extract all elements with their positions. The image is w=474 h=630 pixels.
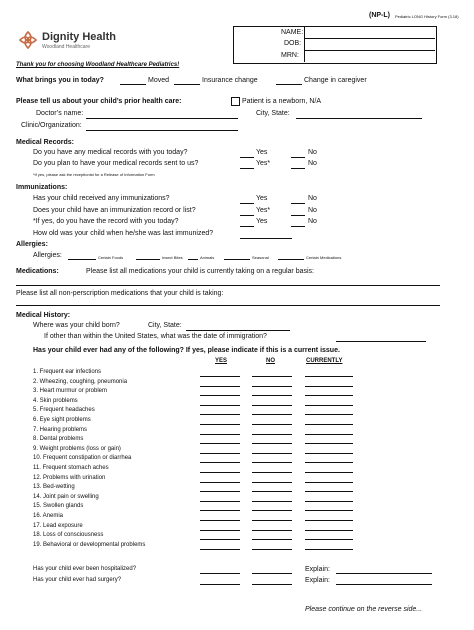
yes-star-label: Yes* <box>256 160 271 167</box>
condition-currently-blank[interactable] <box>305 462 353 463</box>
condition-label: 11. Frequent stomach aches <box>33 465 109 471</box>
medications-instructions: Please list all medications your child is currently taking on a regular basis: <box>86 268 314 275</box>
doctor-city-field[interactable] <box>296 118 422 119</box>
condition-currently-blank[interactable] <box>305 443 353 444</box>
immunizations-q3-yes[interactable] <box>240 226 254 227</box>
logo-name: Dignity Health <box>42 31 116 43</box>
yes-label: Yes <box>256 195 268 202</box>
allergy-animals-blank[interactable] <box>188 259 198 260</box>
condition-label: 5. Frequent headaches <box>33 407 95 414</box>
medications-field[interactable] <box>16 285 440 286</box>
no-label: No <box>308 207 317 214</box>
hospitalized-question: Has your child ever been hospitalized? <box>33 566 137 572</box>
hospitalized-yes[interactable] <box>200 573 240 574</box>
condition-label: 4. Skin problems <box>33 397 78 404</box>
reason-question: What brings you in today? <box>16 77 104 84</box>
condition-no-blank[interactable] <box>252 453 292 454</box>
immunizations-q1-yes[interactable] <box>240 203 254 204</box>
condition-yes-blank[interactable] <box>200 501 240 502</box>
born-city-label: City, State: <box>148 322 182 329</box>
newborn-label: Patient is a newborn, N/A <box>242 98 321 105</box>
immunizations-q1: Has your child received any immunizations? <box>33 195 170 202</box>
records-q2-yes[interactable] <box>240 168 254 169</box>
clinic-field[interactable] <box>86 130 238 131</box>
condition-no-blank[interactable] <box>252 395 292 396</box>
condition-label: 13. Bed-wetting <box>33 484 75 491</box>
no-label: No <box>308 195 317 202</box>
no-label: No <box>308 160 317 167</box>
condition-currently-blank[interactable] <box>305 376 353 377</box>
surgery-no[interactable] <box>252 584 292 585</box>
condition-currently-blank[interactable] <box>305 539 353 540</box>
yes-label: Yes <box>256 218 268 225</box>
immunizations-heading: Immunizations: <box>16 184 68 191</box>
condition-currently-blank[interactable] <box>305 434 353 435</box>
condition-currently-blank[interactable] <box>305 510 353 511</box>
surgery-explain-label: Explain: <box>305 577 330 584</box>
clinic-label: Clinic/Organization: <box>21 122 82 129</box>
option-insurance: Insurance change <box>202 77 258 84</box>
immunizations-q2-no[interactable] <box>291 215 305 216</box>
condition-yes-blank[interactable] <box>200 520 240 521</box>
condition-yes-blank[interactable] <box>200 395 240 396</box>
logo-mark-icon <box>18 30 38 50</box>
hospitalized-explain-field[interactable] <box>336 573 432 574</box>
records-q1: Do you have any medical records with you today? <box>33 149 188 156</box>
name-label: NAME: <box>281 29 304 36</box>
allergy-seasonal-blank[interactable] <box>224 259 250 260</box>
form-name: Pediatric LONG History Form (3.18) <box>395 14 459 19</box>
condition-label: 2. Wheezing, coughing, pneumonia <box>33 378 128 385</box>
condition-no-blank[interactable] <box>252 424 292 425</box>
yes-star-label: Yes* <box>256 207 271 214</box>
history-heading: Medical History: <box>16 312 71 319</box>
condition-label: 9. Weight problems (loss or gain) <box>33 445 121 452</box>
condition-yes-blank[interactable] <box>200 472 240 473</box>
records-q2-no[interactable] <box>291 168 305 169</box>
condition-currently-blank[interactable] <box>305 482 353 483</box>
last-immunized-field[interactable] <box>240 238 292 239</box>
non-prescription-instructions: Please list all non-perscription medications that your child is taking: <box>16 290 224 297</box>
allergy-insects-blank[interactable] <box>136 259 160 260</box>
allergies-label: Allergies: <box>33 252 62 259</box>
surgery-question: Has your child ever had surgery? <box>33 577 122 583</box>
condition-label: 15. Swollen glands <box>33 503 84 510</box>
condition-label: 17. Lead exposure <box>33 522 83 529</box>
condition-yes-blank[interactable] <box>200 376 240 377</box>
condition-no-blank[interactable] <box>252 376 292 377</box>
condition-label: 1. Frequent ear infections <box>33 369 102 375</box>
insurance-blank[interactable] <box>174 84 200 85</box>
hospitalized-no[interactable] <box>252 573 292 574</box>
condition-no-blank[interactable] <box>252 530 292 531</box>
condition-yes-blank[interactable] <box>200 424 240 425</box>
condition-currently-blank[interactable] <box>305 414 353 415</box>
mrn-label: MRN: <box>281 52 299 59</box>
hospitalized-explain-label: Explain: <box>305 566 330 573</box>
condition-yes-blank[interactable] <box>200 386 240 387</box>
allergy-animals: Animals <box>200 255 215 260</box>
condition-yes-blank[interactable] <box>200 443 240 444</box>
condition-no-blank[interactable] <box>252 501 292 502</box>
non-prescription-field[interactable] <box>16 305 440 306</box>
condition-yes-blank[interactable] <box>200 462 240 463</box>
condition-yes-blank[interactable] <box>200 414 240 415</box>
allergy-foods: Certain Foods <box>98 255 124 260</box>
surgery-explain-field[interactable] <box>336 584 432 585</box>
allergy-meds: Certain Medications <box>306 255 342 260</box>
no-label: No <box>308 218 317 225</box>
condition-no-blank[interactable] <box>252 434 292 435</box>
prior-care-question: Please tell us about your child’s prior health care: <box>16 98 182 105</box>
condition-label: 10. Frequent constipation or diarrhea <box>33 455 132 462</box>
condition-no-blank[interactable] <box>252 386 292 387</box>
city-label: City, State: <box>256 110 290 117</box>
allergy-foods-blank[interactable] <box>68 259 96 260</box>
condition-yes-blank[interactable] <box>200 510 240 511</box>
condition-label: 6. Eye sight problems <box>33 417 91 423</box>
surgery-yes[interactable] <box>200 584 240 585</box>
condition-no-blank[interactable] <box>252 491 292 492</box>
column-currently: CURRENTLY <box>306 358 343 364</box>
name-field[interactable] <box>305 27 434 37</box>
doctor-label: Doctor’s name: <box>36 110 84 117</box>
condition-currently-blank[interactable] <box>305 549 353 550</box>
condition-no-blank[interactable] <box>252 539 292 540</box>
condition-label: 14. Joint pain or swelling <box>33 493 99 500</box>
immunizations-q1-no[interactable] <box>291 203 305 204</box>
condition-currently-blank[interactable] <box>305 520 353 521</box>
medications-heading: Medications: <box>16 268 59 275</box>
immunizations-q2: Does your child have an immunization record or list? <box>33 207 196 214</box>
condition-no-blank[interactable] <box>252 520 292 521</box>
immunizations-q2-yes[interactable] <box>240 215 254 216</box>
condition-yes-blank[interactable] <box>200 491 240 492</box>
condition-currently-blank[interactable] <box>305 386 353 387</box>
records-heading: Medical Records: <box>16 139 74 146</box>
immunizations-q4: How old was your child when he/she was last immunized? <box>33 230 214 237</box>
allergies-heading: Allergies: <box>16 241 48 248</box>
option-caregiver: Change in caregiver <box>304 77 367 84</box>
condition-currently-blank[interactable] <box>305 491 353 492</box>
condition-yes-blank[interactable] <box>200 434 240 435</box>
option-moved: Moved <box>148 77 170 84</box>
condition-no-blank[interactable] <box>252 405 292 406</box>
condition-no-blank[interactable] <box>252 549 292 550</box>
condition-label: 19. Behavioral or developmental problems <box>33 541 146 548</box>
records-q2: Do you plan to have your medical records sent to us? <box>33 160 199 167</box>
condition-no-blank[interactable] <box>252 472 292 473</box>
column-no: NO <box>266 358 275 364</box>
condition-yes-blank[interactable] <box>200 549 240 550</box>
moved-blank[interactable] <box>120 84 146 85</box>
condition-currently-blank[interactable] <box>305 472 353 473</box>
immunizations-q3: *If yes, do you have the record with you today? <box>33 218 179 225</box>
condition-label: 8. Dental problems <box>33 436 84 443</box>
condition-no-blank[interactable] <box>252 462 292 463</box>
condition-label: 7. Hearing problems <box>33 426 88 433</box>
condition-currently-blank[interactable] <box>305 424 353 425</box>
condition-currently-blank[interactable] <box>305 530 353 531</box>
condition-currently-blank[interactable] <box>305 405 353 406</box>
condition-no-blank[interactable] <box>252 482 292 483</box>
mrn-field[interactable] <box>305 51 434 61</box>
footer-note: Please continue on the reverse side... <box>305 606 423 613</box>
condition-no-blank[interactable] <box>252 510 292 511</box>
no-label: No <box>308 149 317 156</box>
condition-yes-blank[interactable] <box>200 453 240 454</box>
doctor-field[interactable] <box>86 118 238 119</box>
condition-currently-blank[interactable] <box>305 395 353 396</box>
condition-yes-blank[interactable] <box>200 539 240 540</box>
records-note: *If yes, please ask the receptionist for a Release of Information Form <box>33 172 155 177</box>
records-q1-no[interactable] <box>291 157 305 158</box>
condition-no-blank[interactable] <box>252 443 292 444</box>
condition-yes-blank[interactable] <box>200 530 240 531</box>
immigration-question: If other than within the United States, what was the date of immigration? <box>44 333 267 340</box>
records-q1-yes[interactable] <box>240 157 254 158</box>
condition-yes-blank[interactable] <box>200 405 240 406</box>
column-yes: YES <box>215 358 228 364</box>
form-code: (NP-L) <box>369 12 390 19</box>
dob-label: DOB: <box>284 40 302 47</box>
condition-no-blank[interactable] <box>252 414 292 415</box>
immunizations-q3-no[interactable] <box>291 226 305 227</box>
logo-subtitle: Woodland Healthcare <box>42 44 90 50</box>
yes-label: Yes <box>256 149 268 156</box>
allergy-seasonal: Seasonal <box>252 255 269 260</box>
dob-field[interactable] <box>305 39 434 49</box>
condition-label: 3. Heart murmur or problem <box>33 388 108 395</box>
allergy-insects: Insect Bites <box>162 255 183 260</box>
condition-yes-blank[interactable] <box>200 482 240 483</box>
condition-label: 18. Loss of consciousness <box>33 532 104 539</box>
condition-currently-blank[interactable] <box>305 501 353 502</box>
condition-currently-blank[interactable] <box>305 453 353 454</box>
conditions-question: Has your child ever had any of the following? If yes, please indicate if this is a current issue. <box>33 347 340 354</box>
allergy-meds-blank[interactable] <box>278 259 304 260</box>
born-city-field[interactable] <box>186 330 290 331</box>
immigration-date-field[interactable] <box>336 341 426 342</box>
condition-label: 12. Problems with urination <box>33 474 106 481</box>
born-question: Where was your child born? <box>33 322 120 329</box>
newborn-checkbox[interactable] <box>231 97 240 106</box>
condition-label: 16. Anemia <box>33 513 64 519</box>
thanks-message: Thank you for choosing Woodland Healthcare Pediatrics! <box>16 62 180 68</box>
caregiver-blank[interactable] <box>276 84 302 85</box>
